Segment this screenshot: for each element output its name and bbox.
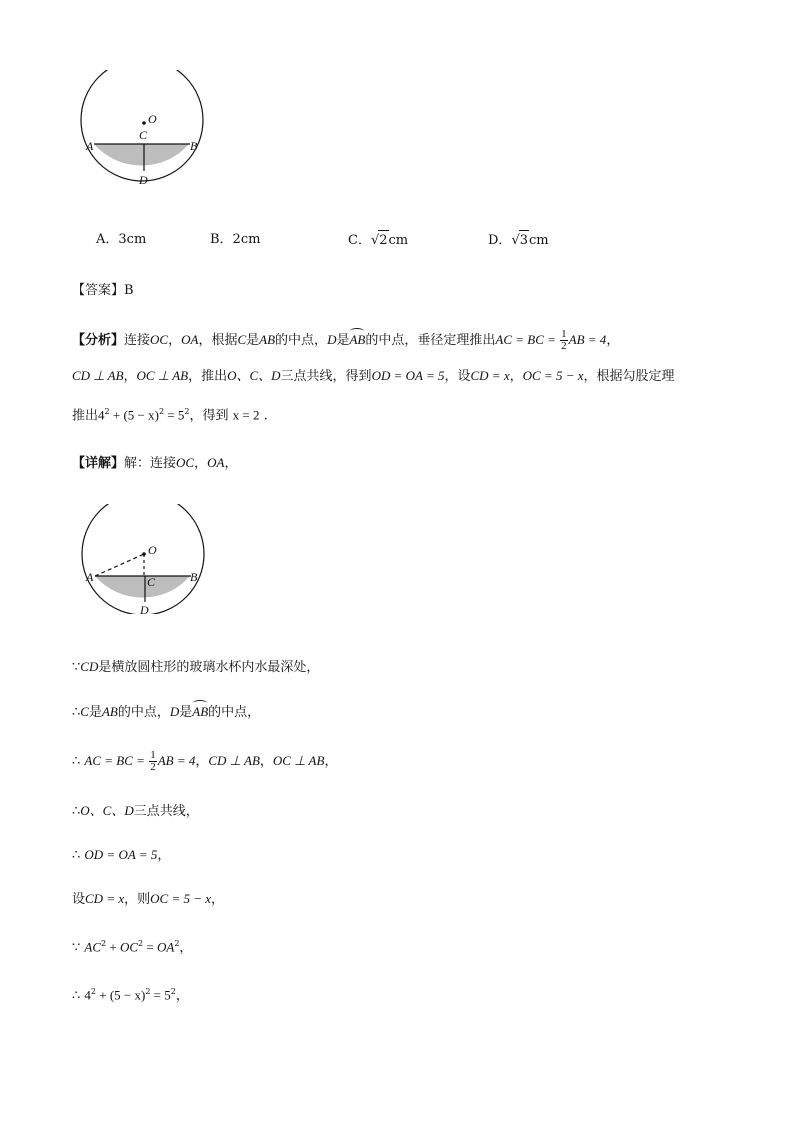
option-a: A．3cm	[96, 232, 147, 247]
analysis-line-2: CD ⊥ AB，OC ⊥ AB，推出O、C、D三点共线，得到OD = OA = 5，设CD = x，OC = 5 − x，根据勾股定理	[72, 368, 675, 384]
option-d: D．√3cm	[488, 230, 549, 251]
detail-step-4: ∴O、C、D三点共线，	[72, 803, 199, 819]
fraction-half-2: $\frac{1}{2}$	[150, 749, 156, 773]
label-d-2: D	[140, 603, 149, 617]
circle-figure-2	[80, 504, 220, 614]
label-c-2: C	[147, 575, 156, 589]
detail-step-5: ∴ OD = OA = 5，	[72, 847, 171, 863]
fraction-half: $\frac{1}{2}$	[561, 328, 567, 352]
label-a-2: A	[86, 570, 94, 584]
option-b: B．2cm	[210, 232, 261, 247]
label-c-1: C	[139, 128, 148, 142]
label-b-2: B	[190, 570, 198, 584]
detail-step-1: ∵CD是横放圆柱形的玻璃水杯内水最深处，	[72, 659, 320, 675]
detail-step-3: ∴ AC = BC = $\frac{1}{2}$ AB = 4，CD ⊥ AB，OC ⊥ AB，	[72, 749, 338, 773]
answer: 【答案】B	[72, 283, 134, 298]
label-o-2: O	[148, 543, 157, 557]
option-c: C．√2cm	[348, 230, 408, 251]
label-o-1: O	[148, 112, 157, 126]
detail-intro: 【详解】解：连接OC，OA，	[72, 455, 238, 471]
detail-step-8: ∴ $4^2 + (5 - x)^2 = 5^2$，	[72, 987, 189, 1004]
detail-step-7: ∵ $AC^2 + OC^2 = OA^2$，	[72, 939, 193, 956]
label-b-1: B	[190, 139, 198, 153]
analysis-line-1: 【分析】连接OC，OA，根据C是AB的中点，D是AB的中点，垂径定理推出AC = BC = $\frac{1}{2}$ AB = 4，	[72, 328, 620, 352]
detail-step-2: ∴C是AB的中点，D是AB的中点，	[72, 704, 261, 720]
label-a-1: A	[86, 139, 94, 153]
detail-step-6: 设CD = x，则OC = 5 − x，	[72, 891, 225, 907]
analysis-line-3: 推出$4^2 + (5 - x)^2 = 5^2$，得到 x = 2 .	[72, 407, 268, 424]
circle-figure-1	[80, 70, 220, 190]
label-d-1: D	[139, 173, 148, 187]
